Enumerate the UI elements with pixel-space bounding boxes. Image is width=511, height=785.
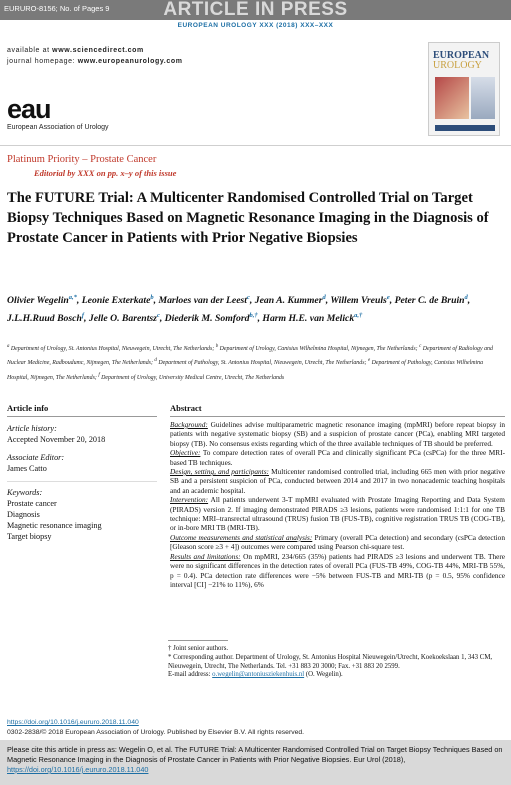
affiliation-key: a <box>7 344 10 349</box>
keyword-item: Magnetic resonance imaging <box>7 521 102 530</box>
author-affiliation-mark: b <box>150 294 154 301</box>
abstract-section-text: To compare detection rates of overall PCa and clinically significant PCa (csPCa) for the three MRI-based TB techniques. <box>170 448 505 467</box>
author-name: Willem Vreuls <box>330 295 387 307</box>
author-name: Leonie Exterkate <box>81 295 151 307</box>
author-name: Harm H.E. van Melick <box>262 313 355 325</box>
bottom-meta <box>7 718 304 737</box>
priority-label: Platinum Priority – Prostate Cancer <box>7 154 157 165</box>
abstract-section <box>170 467 505 495</box>
affiliation-key: b <box>215 344 219 349</box>
affiliation-key: f <box>98 372 100 378</box>
header-divider <box>0 145 511 146</box>
citation-doi-link[interactable]: https://doi.org/10.1016/j.eururo.2018.11.040 <box>7 765 149 774</box>
author-affiliation-mark: d <box>322 294 326 301</box>
sciencedirect-link[interactable]: www.sciencedirect.com <box>52 47 144 54</box>
author-name: Marloes van der Leest <box>158 295 247 307</box>
email-note: E-mail address: o.wegelin@antoniusziekenhuis.nl (O. Wegelin). <box>168 671 343 679</box>
cover-title-line1: EUROPEAN <box>433 50 490 61</box>
journal-homepage-link[interactable]: www.europeanurology.com <box>77 58 183 65</box>
abstract-section-label: Background: <box>170 420 208 429</box>
corresponding-author-note: * Corresponding author. Department of Urology, St. Antonius Hospital Nieuwegein/Utrecht, Koekoekslaan 1, 343 CM, Nieuwegein, Utrecht, The Netherlands. Tel. +31 883 20 3000; Fax. +31 883 20 2599. <box>168 653 493 670</box>
author-affiliation-mark: f <box>81 312 84 320</box>
author-affiliation-mark: a,* <box>68 294 77 301</box>
footnotes <box>168 645 508 680</box>
keywords-rule <box>7 481 157 482</box>
cover-photo-left <box>435 77 469 119</box>
abstract-section-label: Outcome measurements and statistical analysis: <box>170 532 313 542</box>
accepted-date: Accepted November 20, 2018 <box>7 435 106 444</box>
author-name: J.L.H.Ruud Bosch <box>7 313 82 325</box>
affiliation-text: Department of Urology, Canisius Wilhelmina Hospital, Nijmegen, The Netherlands; <box>218 345 420 352</box>
affiliation-text: Department of Pathology, Canisius Wilhelmina Hospital, Nijmegen, The Netherlands; <box>7 360 484 381</box>
homepage-line: journal homepage: www.europeanurology.com <box>7 58 183 65</box>
manuscript-ref: EURURO-8156; No. of Pages 9 <box>4 4 110 13</box>
affiliation-key: d <box>154 358 157 364</box>
author-name: Diederik M. Somford <box>164 313 250 325</box>
abstract-rule <box>170 416 505 417</box>
citation-box <box>0 740 511 785</box>
abstract-section-label: Objective: <box>170 448 201 458</box>
journal-cover-image <box>428 42 500 136</box>
article-history: Article history: Accepted November 20, 2018 <box>7 424 106 444</box>
copyright-line: 0302-2838/© 2018 European Association of Urology. Published by Elsevier B.V. All rights reserved. <box>7 728 305 736</box>
author-affiliation-mark: d <box>464 294 468 301</box>
author-name: Olivier Wegelin <box>7 295 69 307</box>
abstract-section-text: Primary (overall PCa detection) and secondary (csPCa detection [Gleason score ≥3 + 4]) outcomes were compared using Pearson chi-square test. <box>170 532 505 552</box>
doi-link[interactable]: https://doi.org/10.1016/j.eururo.2018.11.040 <box>7 719 139 726</box>
journal-running-head: EUROPEAN UROLOGY XXX (2018) XXX–XXX <box>177 22 334 29</box>
affiliation-key: e <box>367 358 371 364</box>
keyword-item: Target biopsy <box>7 532 52 541</box>
abstract-section-label: Intervention: <box>170 495 209 505</box>
available-line: available at www.sciencedirect.com <box>7 47 144 54</box>
abstract-section-text: Multicenter randomised controlled trial, including 665 men with prior negative SB and a persistent suspicion of PCa, conducted between 2014 and 2017 in two nonacademic teaching hospitals and an academic hospital. <box>170 467 505 495</box>
editor-name: James Catto <box>7 464 47 473</box>
abstract-section-text: All patients underwent 3-T mpMRI evaluated with Prostate Imaging Reporting and Data System (PIRADS) version 2. If imaging demonstrated PIRADS ≥3 lesions, patients were randomised 1:1:1 for one TB technique: MRI–transrectal ultrasound (TRUS) fusion TB (FUS-TB), cognitive registration TRUS TB (COG-TB), or in-bore MRI TB (MRI-TB). <box>170 495 505 533</box>
abstract-section <box>170 552 505 590</box>
affiliation-text: Department of Radiology and Nuclear Medicine, Radboudumc, Nijmegen, The Netherlands; <box>7 345 493 367</box>
abstract-section-label: Design, setting, and participants: <box>170 467 269 477</box>
author-name: Jelle O. Barentsz <box>88 313 157 325</box>
cover-footer-bar <box>435 125 495 131</box>
author-name: Peter C. de Bruin <box>394 295 465 307</box>
abstract-section <box>170 533 505 552</box>
abstract-heading: Abstract <box>170 403 202 413</box>
affiliation-key: c <box>419 344 422 349</box>
abstract-body <box>170 420 505 589</box>
author-affiliation-mark: c <box>156 312 160 320</box>
author-name: Jean A. Kummer <box>254 295 323 307</box>
eau-logo: eau <box>7 94 51 124</box>
author-email-link[interactable]: o.wegelin@antoniusziekenhuis.nl <box>212 671 305 679</box>
affiliation-list <box>7 341 505 384</box>
availability-block <box>7 45 183 67</box>
author-affiliation-mark: b,† <box>249 312 258 320</box>
cover-title-line2: UROLOGY <box>433 60 482 71</box>
footnote-rule <box>168 640 228 641</box>
abstract-section-text: On mpMRI, 234/665 (35%) patients had PIRADS ≥3 lesions and underwent TB. There were no significant differences in the detection rates of overall PCa (FUS-TB 49%, COG-TB 44%, MRI-TB 55%, p = 0.4). PCa detection rate differences were −5% between FUS-TB and MRI-TB (p = 0.5, 95% confidence interval [CI] −21% to 11%), 6% <box>170 551 505 589</box>
abstract-section-text: Guidelines advise multiparametric magnetic resonance imaging (mpMRI) before repeat biopsy in patients with negative systematic biopsy (SB) and a suspicion of prostate cancer (PCa), enabling MRI targeted biopsy (TB). No consensus exists regarding which of the three available techniques of TB should be preferred. <box>170 420 505 448</box>
citation-text: Please cite this article in press as: Wegelin O, et al. The FUTURE Trial: A Multicenter Randomised Controlled Trial on Target Biopsy Techniques Based on Magnetic Resonance Imaging in the Diagnosis of Prostate Cancer in Patients with Prior Negative Biopsies. Eur Urol (2018), <box>7 745 503 764</box>
abstract-section <box>170 495 505 533</box>
article-header <box>0 0 511 34</box>
abstract-section <box>170 448 505 467</box>
author-affiliation-mark: c <box>247 294 250 301</box>
affiliation-text: Department of Urology, St. Antonius Hospital, Nieuwegein, Utrecht, The Netherlands; <box>9 345 216 352</box>
author-affiliation-mark: a,† <box>354 312 363 320</box>
author-affiliation-mark: e <box>386 294 390 301</box>
keywords-block: Keywords: Prostate cancer Diagnosis Magnetic resonance imaging Target biopsy <box>7 488 102 541</box>
editorial-note: Editorial by XXX on pp. x–y of this issue <box>34 168 177 178</box>
affiliation-text: Department of Urology, University Medical Centre, Utrecht, The Netherlands <box>99 374 285 381</box>
article-info-rule <box>7 416 157 417</box>
cover-photo-right <box>471 77 495 119</box>
abstract-section-label: Results and limitations: <box>170 551 241 561</box>
abstract-section <box>170 420 505 448</box>
keyword-item: Diagnosis <box>7 510 40 519</box>
associate-editor: Associate Editor: James Catto <box>7 453 65 473</box>
keyword-item: Prostate cancer <box>7 499 57 508</box>
eau-name: European Association of Urology <box>7 124 109 131</box>
article-info-heading: Article info <box>7 403 49 413</box>
joint-author-note: † Joint senior authors. <box>168 645 229 652</box>
article-in-press-banner: ARTICLE IN PRESS <box>163 0 348 20</box>
affiliation-text: Department of Pathology, St. Antonius Hospital, Nieuwegein, Utrecht, The Netherlands; <box>156 360 368 367</box>
eau-logo-block <box>7 96 109 131</box>
article-title: The FUTURE Trial: A Multicenter Randomised Controlled Trial on Target Biopsy Techniques Based on Magnetic Resonance Imaging in the Diagnosis of Prostate Cancer in Patients with Prior Negative Biopsies <box>7 190 489 246</box>
author-list: Olivier Wegelin$^{a,*}$, Leonie Exterkate$^b$, Marloes van der Leest$^c$, Jean A. Kummer$^d$, Willem Vreuls$^e$, Peter C. de Bruin$^d$, J.L.H.Ruud Bosch$^f$, Jelle O. Barentsz$^c$, Diederik M. Somford$^{b,\dagger}$, Harm H.E. van Melick$^{a,\dagger}$ <box>7 294 471 325</box>
